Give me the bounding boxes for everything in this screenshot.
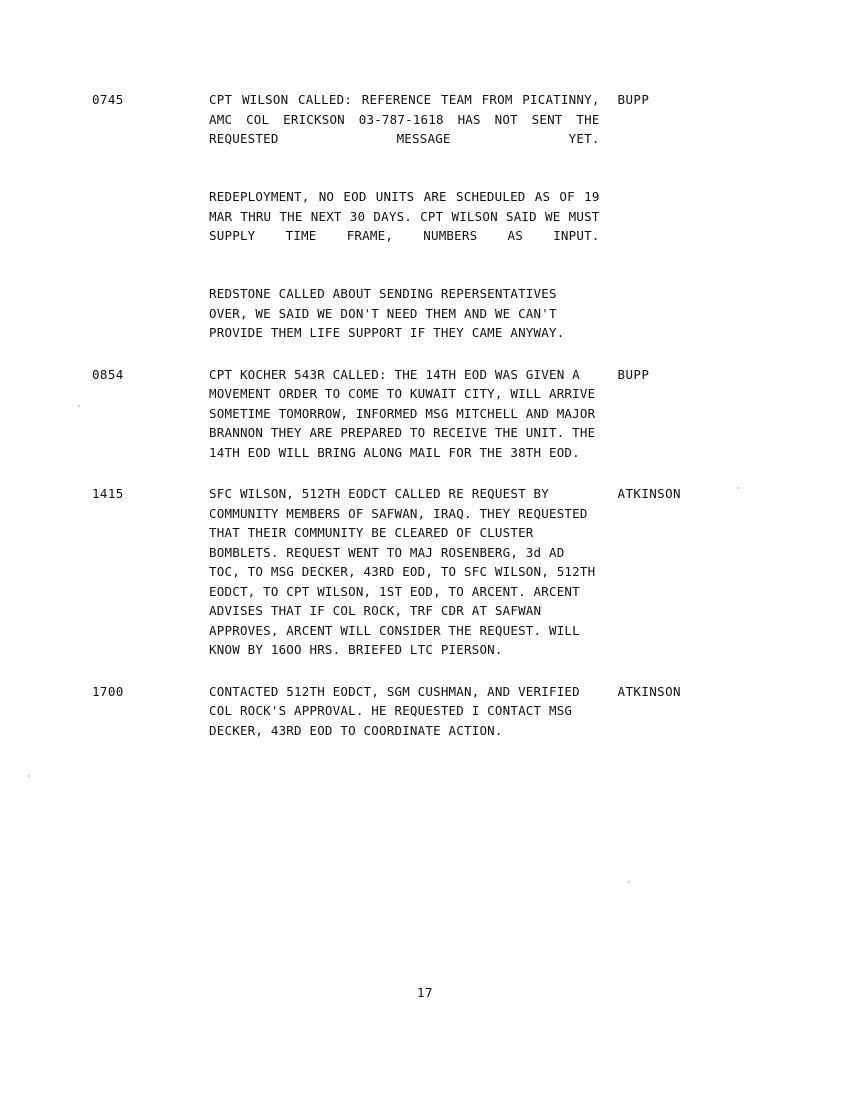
scan-speck [78, 405, 80, 407]
scan-speck [28, 775, 30, 777]
entry-author: ATKINSON [617, 683, 681, 699]
log-entry [92, 365, 755, 485]
entry-author: ATKINSON [617, 486, 681, 501]
entry-time: 1415 [92, 486, 124, 501]
log-entries [92, 90, 755, 762]
log-entry [92, 484, 755, 682]
entry-author: BUPP [617, 92, 650, 107]
entry-paragraph: CPT KOCHER 543R CALLED: THE 14TH EOD WAS GIVEN A MOVEMENT ORDER TO COME TO KUWAIT CITY, WILL ARRIVE SOMETIME TOMORROW, INFORMED MSG MITCHELL AND MAJOR BRANNON THEY ARE PREPARED TO RECEIVE THE UNIT. THE 14TH EOD WILL BRING ALONG MAIL FOR THE 38TH EOD. [209, 366, 596, 460]
log-entry [92, 682, 755, 763]
entry-paragraph: SFC WILSON, 512TH EODCT CALLED RE REQUEST BY COMMUNITY MEMBERS OF SAFWAN, IRAQ. THEY REQUESTED THAT THEIR COMMUNITY BE CLEARED OF CLUSTER BOMBLETS. REQUEST WENT TO MAJ ROSENBERG, 3d AD TOC, TO MSG DECKER, 43RD EOD, TO SFC WILSON, 512TH EODCT, TO CPT WILSON, 1ST EOD, TO ARCENT. ARCENT ADVISES THAT IF COL ROCK, TRF CDR AT SAFWAN APPROVES, ARCENT WILL CONSIDER THE REQUEST. WILL KNOW BY 16OO HRS. BRIEFED LTC PIERSON. [209, 486, 596, 657]
entry-paragraph: CPT WILSON CALLED: REFERENCE TEAM FROM PICATINNY, AMC COL ERICKSON 03-787-1618 HAS NOT SENT THE REQUESTED MESSAGE YET. [209, 92, 600, 146]
entry-body [209, 90, 600, 365]
page-number: 17 [416, 985, 434, 1000]
entry-body [209, 484, 600, 682]
entry-author: BUPP [617, 366, 650, 382]
entry-paragraph: REDEPLOYMENT, NO EOD UNITS ARE SCHEDULED AS OF 19 MAR THRU THE NEXT 30 DAYS. CPT WILSON SAID WE MUST SUPPLY TIME FRAME, NUMBERS AS INPUT. [209, 189, 600, 243]
scan-speck [737, 487, 739, 489]
log-entry [92, 90, 755, 365]
scan-speck [628, 881, 630, 883]
entry-paragraph: REDSTONE CALLED ABOUT SENDING REPERSENTATIVES OVER, WE SAID WE DON'T NEED THEM AND WE CAN'T PROVIDE THEM LIFE SUPPORT IF THEY CAME ANYWAY. [209, 286, 565, 340]
entry-paragraph: CONTACTED 512TH EODCT, SGM CUSHMAN, AND VERIFIED COL ROCK'S APPROVAL. HE REQUESTED I CONTACT MSG DECKER, 43RD EOD TO COORDINATE ACTION. [209, 683, 580, 738]
entry-body [209, 682, 600, 763]
entry-body [209, 365, 600, 485]
entry-time: 1700 [92, 683, 124, 699]
entry-time: 0854 [92, 366, 124, 382]
entry-time: 0745 [92, 92, 124, 107]
duty-log-table [92, 90, 755, 762]
